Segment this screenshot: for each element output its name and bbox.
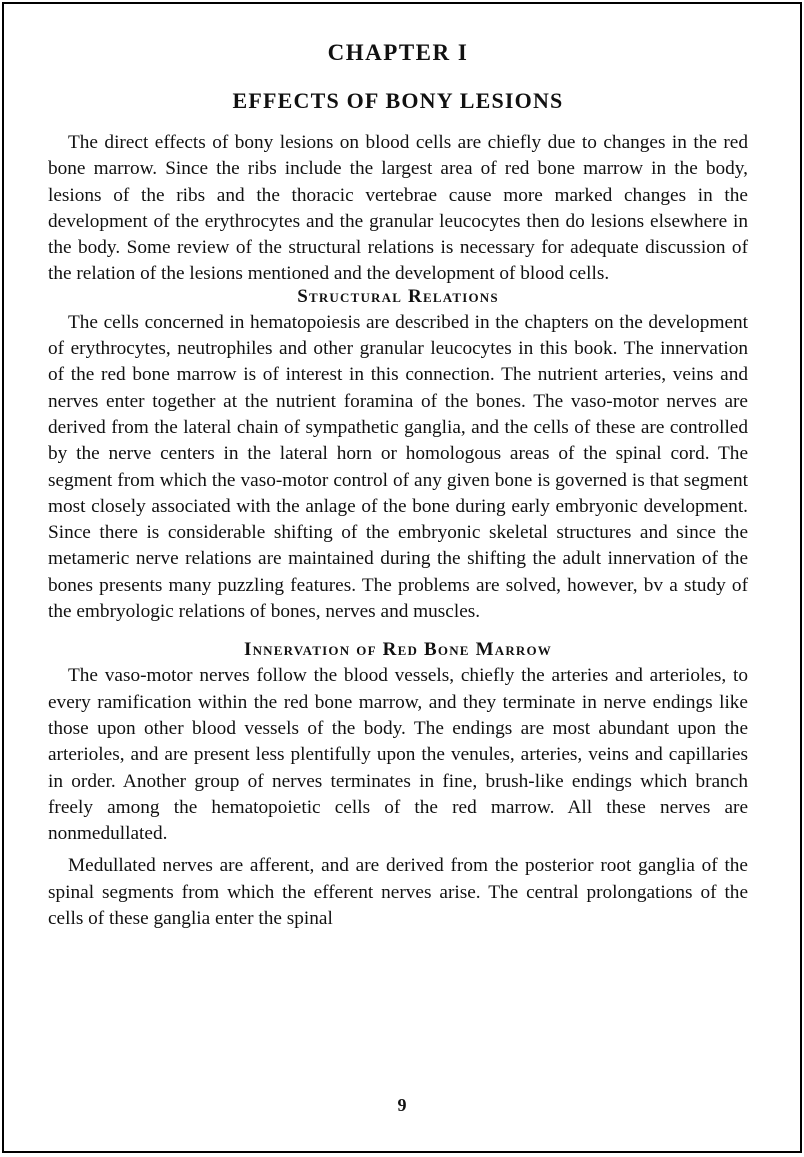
section-heading-structural-relations: Structural Relations — [297, 285, 499, 307]
paragraph-structural-relations: The cells concerned in hematopoiesis are described in the chapters on the development of erythrocytes, neutrophiles and other granular leucocytes in this book. The innervation of the red bone marrow is of interest in this connection. The nutrient arteries, veins and nerves enter together at the nutrient foramina of the bones. The vaso-motor nerves are derived from the lateral chain of sympathetic ganglia, and the cells of these are controlled by the nerve centers in the lateral horn or homologous areas of the spinal cord. The segment from which the vaso-motor control of any given bone is governed is that segment most closely associated with the anlage of the bone during early embryonic development. Since there is considerable shifting of the embryonic skeletal structures and since the metameric nerve relations are maintained during the shifting the adult innervation of the bones presents many puzzling features. The problems are solved, however, bv a study of the embryologic relations of bones, nerves and muscles. — [48, 311, 748, 623]
page-content — [48, 38, 748, 932]
book-page — [2, 2, 802, 1153]
chapter-title: EFFECTS OF BONY LESIONS — [232, 88, 564, 113]
paragraph-intro: The direct effects of bony lesions on blood cells are chiefly due to changes in the red bone marrow. Since the ribs include the largest area of red bone marrow in the body, lesions of the ribs and the thoracic vertebrae cause more marked changes in the development of the erythrocytes and the granular leucocytes then do lesions elsewhere in the body. Some review of the structural relations is necessary for adequate discussion of the relation of the lesions mentioned and the development of blood cells. — [48, 132, 748, 285]
page-number: 9 — [397, 1095, 407, 1115]
paragraph-medullated: Medullated nerves are afferent, and are derived from the posterior root ganglia of the spinal segments from which the efferent nerves arise. The central prolongations of the cells of these ganglia enter the spinal — [48, 855, 748, 930]
section-heading-innervation: Innervation of Red Bone Marrow — [243, 639, 553, 661]
paragraph-vaso-motor: The vaso-motor nerves follow the blood vessels, chiefly the arteries and arterioles, to every ramification within the red bone marrow, and they terminate in nerve endings like those upon other blood vessels of the body. The endings are most abundant upon the arterioles, and are present less plentifully upon the venules, arteries, veins and capillaries in order. Another group of nerves terminates in fine, brush-like endings which branch freely among the hematopoietic cells of the red marrow. All these nerves are nonmedullated. — [48, 665, 748, 845]
chapter-number: CHAPTER I — [327, 40, 469, 65]
